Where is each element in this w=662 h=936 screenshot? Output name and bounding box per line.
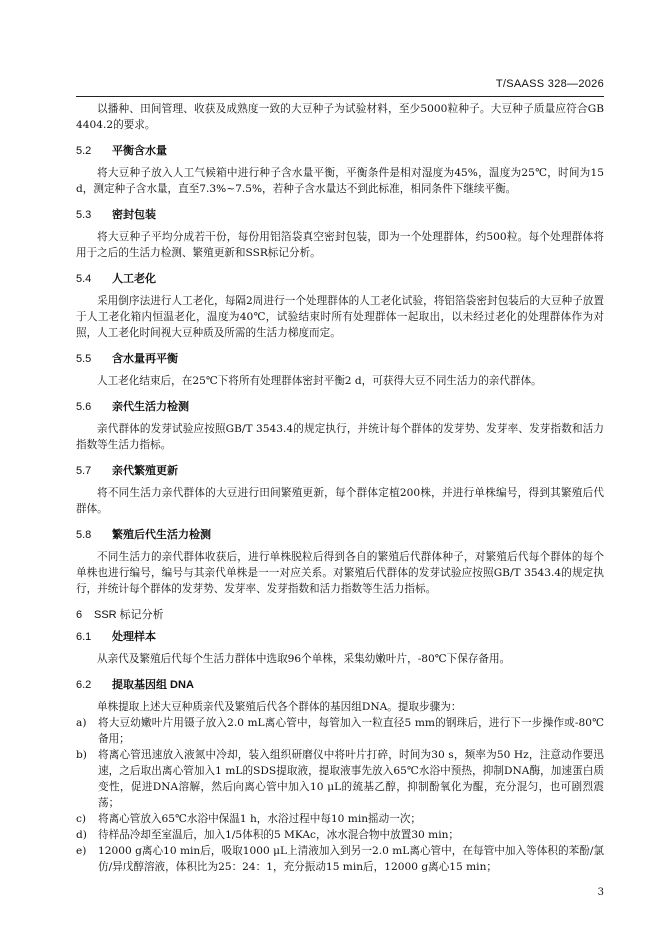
section-paragraph-5-2: 将大豆种子放入人工气候箱中进行种子含水量平衡，平衡条件是相对湿度为45%，温度为25℃，时间为15 d，测定种子含水量，直至7.3%~7.5%，若种子含水量达不到此标准，相同条件下继续平衡。 [76, 167, 604, 195]
section-paragraph-5-7: 将不同生活力亲代群体的大豆进行田间繁殖更新，每个群体定植200株，并进行单株编号，得到其繁殖后代群体。 [76, 487, 604, 515]
list-item [76, 843, 604, 875]
chapter-title: SSR 标记分析 [94, 609, 164, 621]
section-title: 含水量再平衡 [112, 353, 178, 365]
list-item [76, 811, 604, 827]
list-marker: e) [76, 845, 87, 857]
chapter-number: 6 [76, 609, 83, 621]
section-heading-5-4 [76, 271, 604, 287]
list-marker: d) [76, 829, 87, 841]
section-number: 5.8 [76, 529, 92, 541]
section-title: 处理样本 [112, 631, 156, 643]
chapter-heading-6 [76, 607, 604, 623]
header-rule [76, 96, 604, 97]
section-paragraph-6-1: 从亲代及繁殖后代每个生活力群体中选取96个单株，采集幼嫩叶片，-80℃下保存备用。 [97, 653, 511, 665]
section-paragraph-5-3: 将大豆种子平均分成若干份，每份用铝箔袋真空密封包装，即为一个处理群体，约500粒。每个处理群体将用于之后的生活力检测、繁殖更新和SSR标记分析。 [76, 231, 604, 259]
section-heading-5-7 [76, 463, 604, 479]
list-marker: b) [76, 749, 87, 761]
section-paragraph-5-5: 人工老化结束后，在25℃下将所有处理群体密封平衡2 d，可获得大豆不同生活力的亲代群体。 [97, 375, 542, 387]
section-paragraph-5-4: 采用倒序法进行人工老化，每隔2周进行一个处理群体的人工老化试验，将铝箔袋密封包装后的大豆种子放置于人工老化箱内恒温老化，温度为40℃，试验结束时所有处理群体一起取出，以未经过老化的处理群体作为对照，人工老化时间视大豆种质及所需的生活力梯度而定。 [76, 295, 604, 339]
section-heading-5-3 [76, 207, 604, 223]
section-paragraph-6-2: 单株提取上述大豆种质亲代及繁殖后代各个群体的基因组DNA。提取步骤为： [97, 701, 462, 713]
section-heading-5-6 [76, 399, 604, 415]
list-item-text: 将离心管迅速放入液氮中冷却，装入组织研磨仪中将叶片打碎，时间为30 s，频率为50 Hz，注意动作要迅速，之后取出离心管加入1 mL的SDS提取液，提取液事先放入65℃水浴中预热，抑制DNA酶，加速蛋白质变性，促进DNA溶解，然后向离心管中加入10 μL的巯基乙醇，抑制酚氧化为醌，充分混匀，也可剧烈震荡； [98, 749, 604, 809]
list-item-text: 12000 g离心10 min后，吸取1000 μL上清液加入到另一2.0 mL离心管中，在每管中加入等体积的苯酚/氯仿/异戊醇溶液，体积比为25：24：1，充分振动15 min后，12000 g离心15 min； [98, 845, 604, 873]
list-marker: a) [76, 717, 87, 729]
section-title: 亲代生活力检测 [112, 401, 189, 413]
list-marker: c) [76, 813, 87, 825]
section-number: 5.6 [76, 401, 92, 413]
intro-paragraph: 以播种、田间管理、收获及成熟度一致的大豆种子为试验材料，至少5000粒种子。大豆种子质量应符合GB 4404.2的要求。 [76, 103, 604, 131]
section-title: 人工老化 [112, 273, 156, 285]
section-number: 5.4 [76, 273, 92, 285]
section-title: 提取基因组 DNA [112, 679, 194, 691]
section-number: 5.7 [76, 465, 92, 477]
section-number: 5.2 [76, 145, 92, 157]
section-heading-5-5 [76, 351, 604, 367]
list-item [76, 827, 604, 843]
list-item [76, 747, 604, 811]
standard-number: T/SAASS 328—2026 [495, 78, 604, 90]
section-heading-5-2 [76, 143, 604, 159]
section-paragraph-5-6: 亲代群体的发芽试验应按照GB/T 3543.4的规定执行，并统计每个群体的发芽势、发芽率、发芽指数和活力指数等生活力指标。 [76, 423, 604, 451]
list-item-text: 将离心管放入65℃水浴中保温1 h，水浴过程中每10 min摇动一次； [98, 813, 422, 825]
section-heading-5-8 [76, 527, 604, 543]
section-title: 亲代繁殖更新 [112, 465, 178, 477]
section-number: 5.5 [76, 353, 92, 365]
document-body [76, 101, 604, 875]
section-paragraph-5-8: 不同生活力的亲代群体收获后，进行单株脱粒后得到各自的繁殖后代群体种子，对繁殖后代每个群体的每个单株也进行编号，编号与其亲代单株是一一对应关系。对繁殖后代群体的发芽试验应按照GB/T 3543.4的规定执行，并统计每个群体的发芽势、发芽率、发芽指数和活力指数等生活力指标。 [76, 551, 604, 595]
section-heading-6-2 [76, 677, 604, 693]
section-title: 平衡含水量 [112, 145, 167, 157]
list-item-text: 待样品冷却至室温后，加入1/5体积的5 MKAc，冰水混合物中放置30 min； [98, 829, 460, 841]
section-number: 6.1 [76, 631, 92, 643]
list-item [76, 715, 604, 747]
section-title: 繁殖后代生活力检测 [112, 529, 211, 541]
page-number: 3 [597, 887, 604, 898]
section-heading-6-1 [76, 629, 604, 645]
section-number: 5.3 [76, 209, 92, 221]
section-number: 6.2 [76, 679, 92, 691]
list-item-text: 将大豆幼嫩叶片用镊子放入2.0 mL离心管中，每管加入一粒直径5 mm的钢珠后，进行下一步操作或-80℃备用； [98, 717, 604, 745]
extraction-steps-list [76, 715, 604, 875]
section-title: 密封包装 [112, 209, 156, 221]
